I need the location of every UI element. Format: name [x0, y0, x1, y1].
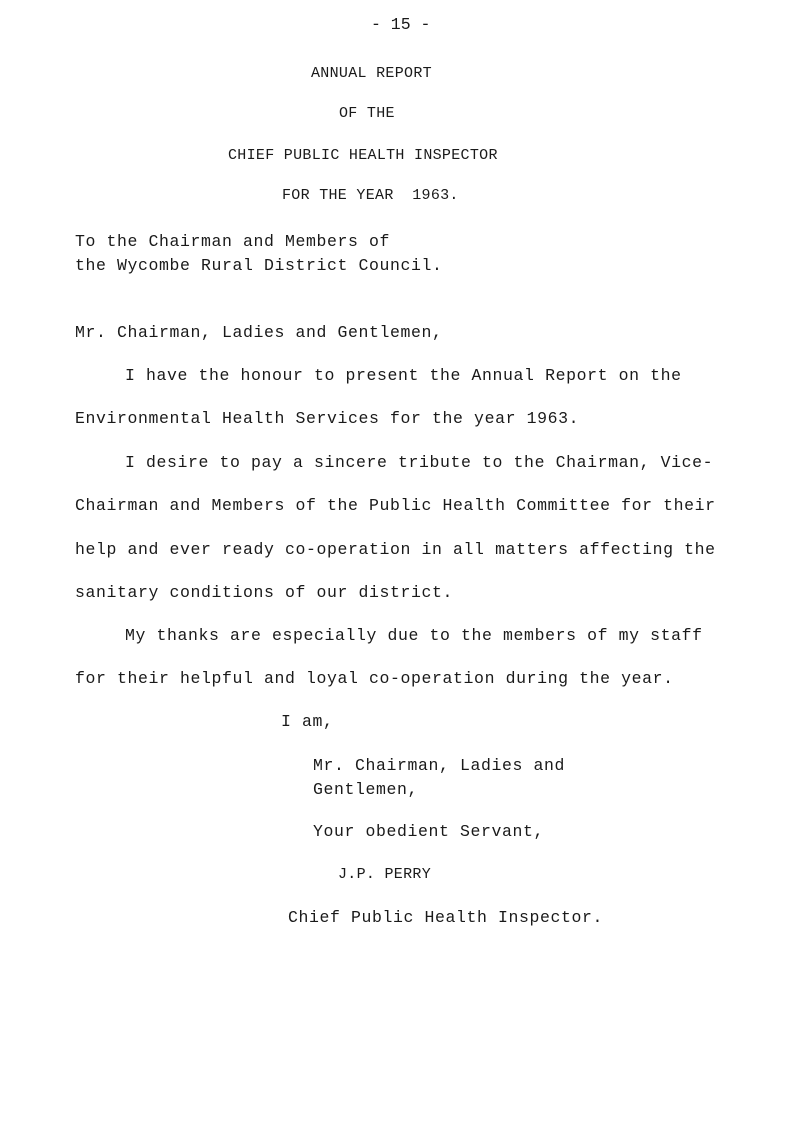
addressee-line-1: To the Chairman and Members of	[75, 232, 391, 251]
paragraph-1-line-1: I have the honour to present the Annual Report on the	[125, 366, 682, 385]
title-line-annual-report: ANNUAL REPORT	[311, 65, 432, 82]
salutation: Mr. Chairman, Ladies and Gentlemen,	[75, 323, 443, 342]
paragraph-2-line-1: I desire to pay a sincere tribute to the Chairman, Vice-	[125, 453, 714, 472]
closing-servant: Your obedient Servant,	[313, 822, 545, 841]
paragraph-2-line-2: Chairman and Members of the Public Health Committee for their	[75, 496, 716, 515]
title-line-year: FOR THE YEAR 1963.	[282, 187, 459, 204]
title-line-chief-inspector: CHIEF PUBLIC HEALTH INSPECTOR	[228, 147, 498, 164]
paragraph-1-line-2: Environmental Health Services for the year 1963.	[75, 409, 580, 428]
signatory-role: Chief Public Health Inspector.	[288, 908, 604, 927]
closing-address-line-1: Mr. Chairman, Ladies and	[313, 756, 566, 775]
paragraph-2-line-4: sanitary conditions of our district.	[75, 583, 454, 602]
title-line-of-the: OF THE	[339, 105, 395, 122]
paragraph-2-line-3: help and ever ready co-operation in all matters affecting the	[75, 540, 716, 559]
paragraph-3-line-2: for their helpful and loyal co-operation during the year.	[75, 669, 674, 688]
addressee-line-2: the Wycombe Rural District Council.	[75, 256, 443, 275]
closing-address-line-2: Gentlemen,	[313, 780, 419, 799]
page-number: - 15 -	[371, 15, 431, 34]
signatory-name: J.P. PERRY	[338, 866, 432, 883]
closing-i-am: I am,	[281, 712, 334, 731]
paragraph-3-line-1: My thanks are especially due to the members of my staff	[125, 626, 703, 645]
